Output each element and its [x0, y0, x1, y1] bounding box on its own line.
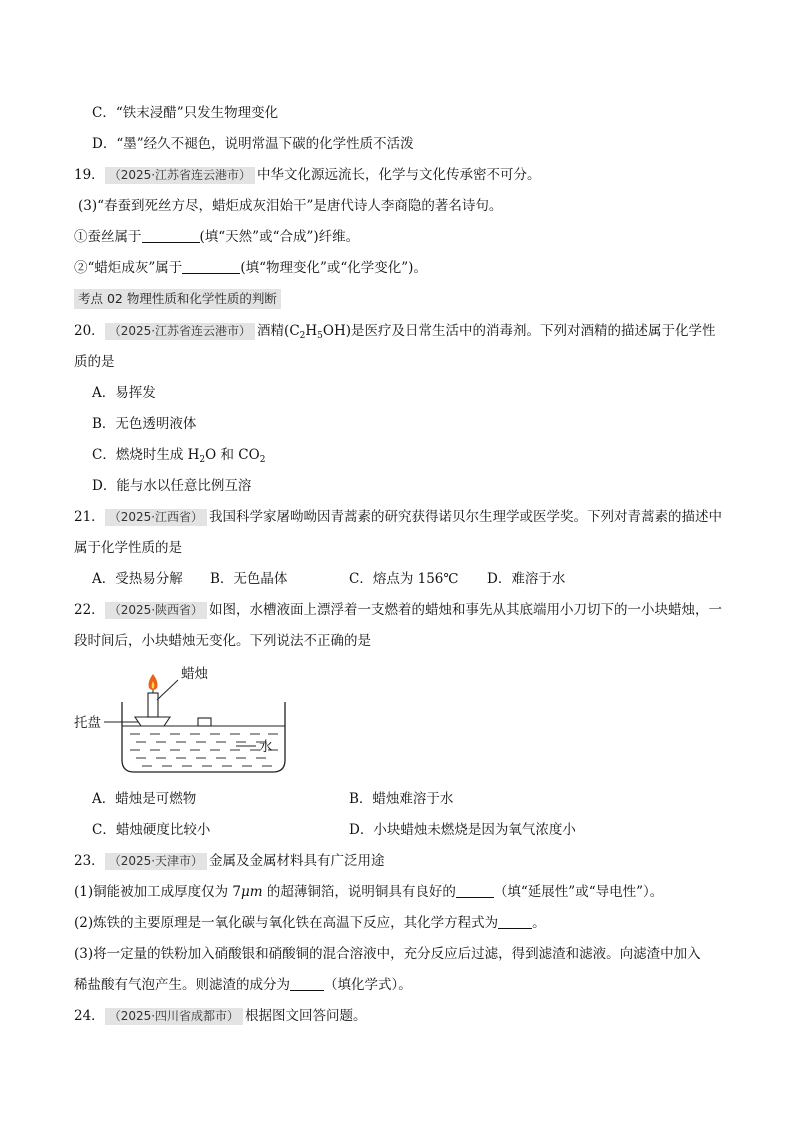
q22-option-d: D．小块蜡烛未燃烧是因为氧气浓度小: [349, 822, 576, 838]
source-tag: （2025·江苏省连云港市）: [105, 323, 255, 340]
q19-subquestion-3: (3)“春蚕到死丝方尽，蜡炬成灰泪始干”是唐代诗人李商隐的著名诗句。: [78, 198, 503, 214]
section-heading: 考点 02 物理性质和化学性质的判断: [74, 289, 281, 309]
trough-outline: [122, 702, 285, 772]
question-number: 24．: [74, 1008, 105, 1024]
source-tag: （2025·四川省成都市）: [105, 1008, 243, 1025]
question-stem: 中华文化源远流长，化学与文化传承密不可分。: [257, 167, 541, 183]
small-candle-piece: [198, 718, 211, 726]
q20-option-b: B．无色透明液体: [92, 416, 197, 432]
water-label: 水: [259, 739, 273, 755]
source-tag: （2025·江西省）: [105, 509, 207, 526]
answer-blank: [142, 228, 200, 243]
q21-option-c: C．熔点为 156℃: [349, 571, 459, 587]
q23-part-3: (3)将一定量的铁粉加入硝酸银和硝酸铜的混合溶液中，充分反应后过滤，得到滤渣和滤液。向滤渣中加入: [74, 946, 701, 962]
answer-blank: [498, 914, 532, 929]
answer-blank: [456, 883, 494, 898]
q18-option-d: D．“墨”经久不褪色，说明常温下碳的化学性质不活泼: [92, 136, 414, 152]
source-tag: （2025·陕西省）: [105, 602, 207, 619]
source-tag: （2025·江苏省连云港市）: [105, 167, 255, 184]
q23-part-2: (2)炼铁的主要原理是一氧化碳与氧化铁在高温下反应，其化学方程式为 。: [74, 915, 546, 931]
q21-header: 21． （2025·江西省） 我国科学家屠呦呦因青蒿素的研究获得诺贝尔生理学或医学奖。下列对青蒿素的描述中: [74, 509, 723, 525]
q23-part-1: (1)铜能被加工成厚度仅为 7μm 的超薄铜箔，说明铜具有良好的 （填“延展性”或“导电性”）。: [74, 884, 664, 900]
q20-option-a: A．易挥发: [92, 385, 156, 401]
candle: [148, 693, 158, 717]
candle-trough-figure: [70, 660, 290, 780]
question-number: 21．: [74, 509, 105, 525]
q21-stem-line2: 属于化学性质的是: [74, 540, 182, 556]
q20-header: 20． （2025·江苏省连云港市） 酒精$(C_2H_5OH)$是医疗及日常生活中的消毒剂。下列对酒精的描述属于化学性: [74, 323, 716, 341]
q22-option-b: B．蜡烛难溶于水: [349, 791, 454, 807]
question-number: 22．: [74, 602, 105, 618]
q22-option-c: C．蜡烛硬度比较小: [92, 822, 211, 838]
tray: [135, 717, 170, 726]
q22-stem-line2: 段时间后，小块蜡烛无变化。下列说法不正确的是: [74, 633, 371, 649]
q22-header: 22． （2025·陕西省） 如图，水槽液面上漂浮着一支燃着的蜡烛和事先从其底端用小刀切下的一小块蜡烛，一: [74, 602, 723, 618]
candle-label: 蜡烛: [181, 666, 208, 682]
q21-option-a: A．受热易分解: [92, 571, 183, 587]
water-dashes: [130, 734, 278, 766]
question-number: 19．: [74, 167, 105, 183]
q21-option-d: D．难溶于水: [487, 571, 566, 587]
q18-option-c: C．“铁末浸醋”只发生物理变化: [92, 105, 279, 121]
q19-part-1: ①蚕丝属于 (填“天然”或“合成”)纤维。: [74, 229, 360, 245]
source-tag: （2025·天津市）: [105, 853, 207, 870]
tray-label: 托盘: [74, 715, 101, 731]
q19-part-2: ②“蜡炬成灰”属于 (填“物理变化”或“化学变化”)。: [74, 260, 427, 276]
q23-header: 23． （2025·天津市） 金属及金属材料具有广泛用途: [74, 853, 385, 869]
q24-header: 24． （2025·四川省成都市） 根据图文回答问题。: [74, 1008, 367, 1024]
q20-option-d: D．能与水以任意比例互溶: [92, 478, 252, 494]
q20-stem-line2: 质的是: [74, 354, 115, 370]
q19-header: [74, 166, 541, 184]
q20-option-c: C．燃烧时生成 $H_2O$ 和 $CO_2$: [92, 447, 266, 465]
question-number: 23．: [74, 853, 105, 869]
q23-part-3-line2: 稀盐酸有气泡产生。则滤渣的成分为 （填化学式）。: [74, 977, 412, 993]
answer-blank: [290, 976, 324, 991]
q22-option-a: A．蜡烛是可燃物: [92, 791, 197, 807]
question-number: 20．: [74, 323, 105, 339]
answer-blank: [182, 259, 240, 274]
q21-option-b: B．无色晶体: [210, 571, 288, 587]
candle-leader: [157, 680, 178, 700]
